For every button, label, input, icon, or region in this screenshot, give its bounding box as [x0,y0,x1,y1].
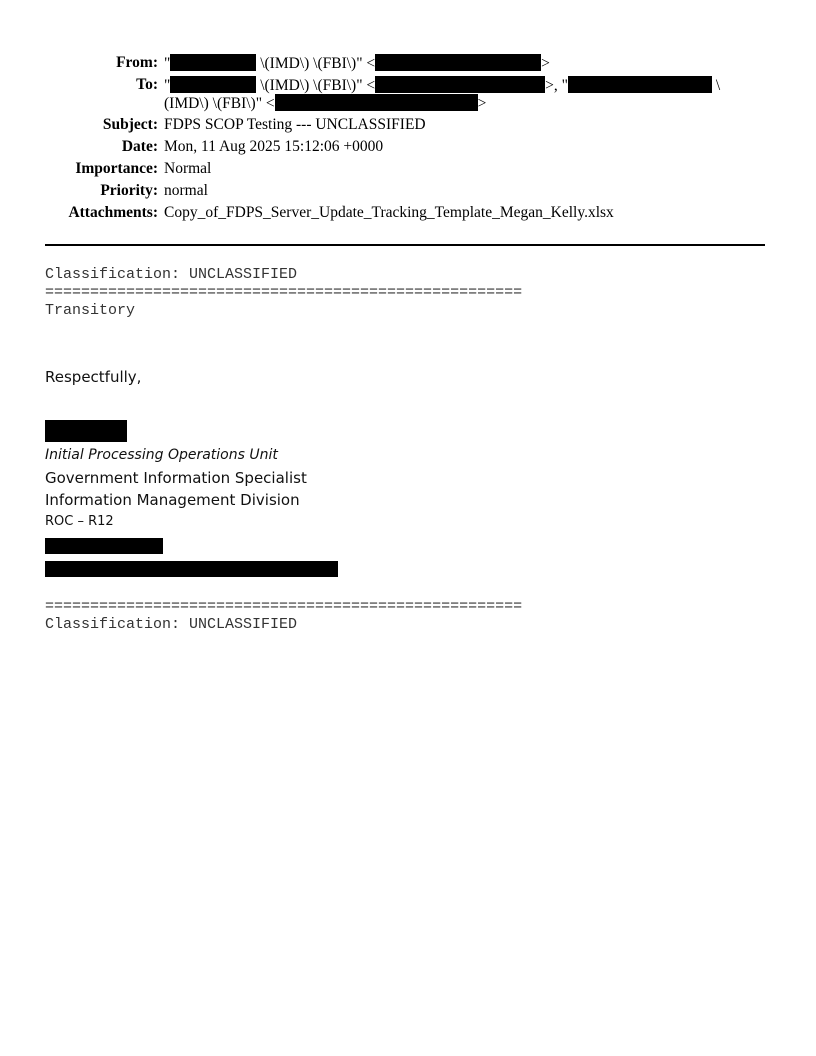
separator-top: ===================================================== [45,284,523,301]
transitory-note: Transitory [45,302,136,319]
signature-unit: Initial Processing Operations Unit [45,447,278,463]
redaction-block [170,76,256,93]
closing-text: Respectfully, [45,368,142,386]
attachments-label: Attachments: [68,204,158,221]
subject-label: Subject: [102,116,158,133]
signature-title: Government Information Specialist [45,469,307,487]
date-value: Mon, 11 Aug 2025 15:12:06 +0000 [164,138,384,155]
to-org-text: \(IMD\) \(FBI\)" < [256,77,376,94]
header-divider [45,244,765,246]
to-label: To: [136,76,158,93]
from-bracket-close: > [541,55,550,72]
subject-value: FDPS SCOP Testing --- UNCLASSIFIED [164,116,426,133]
redaction-block [568,76,712,93]
separator-bottom: ===================================================== [45,598,523,615]
to-quote-open: " [164,77,171,94]
redaction-block [375,54,541,71]
redaction-block [275,94,478,111]
to-bracket-close: > [477,95,487,112]
redacted-phone [45,538,163,554]
importance-value: Normal [164,160,212,177]
importance-label: Importance: [75,160,158,177]
from-label: From: [116,54,158,71]
signature-location: ROC – R12 [45,514,114,529]
to-separator: >, " [545,77,568,94]
from-quote-open: " [164,55,171,72]
from-org-text: \(IMD\) \(FBI\)" < [256,55,376,72]
from-value [164,54,550,73]
priority-label: Priority: [100,182,158,199]
to-value [164,76,720,95]
attachment-filename[interactable]: Copy_of_FDPS_Server_Update_Tracking_Template_Megan_Kelly.xlsx [164,204,614,221]
signature-division: Information Management Division [45,491,300,509]
to-org-text-2: (IMD\) \(FBI\)" < [164,95,275,112]
redaction-block [375,76,545,93]
redaction-block [170,54,256,71]
classification-bottom: Classification: UNCLASSIFIED [45,616,298,633]
to-value-line2 [164,94,486,113]
classification-top: Classification: UNCLASSIFIED [45,266,298,283]
to-continuation: \ [711,77,721,94]
priority-value: normal [164,182,208,199]
redacted-email [45,561,338,577]
redacted-signature-name [45,420,127,442]
date-label: Date: [121,138,158,155]
